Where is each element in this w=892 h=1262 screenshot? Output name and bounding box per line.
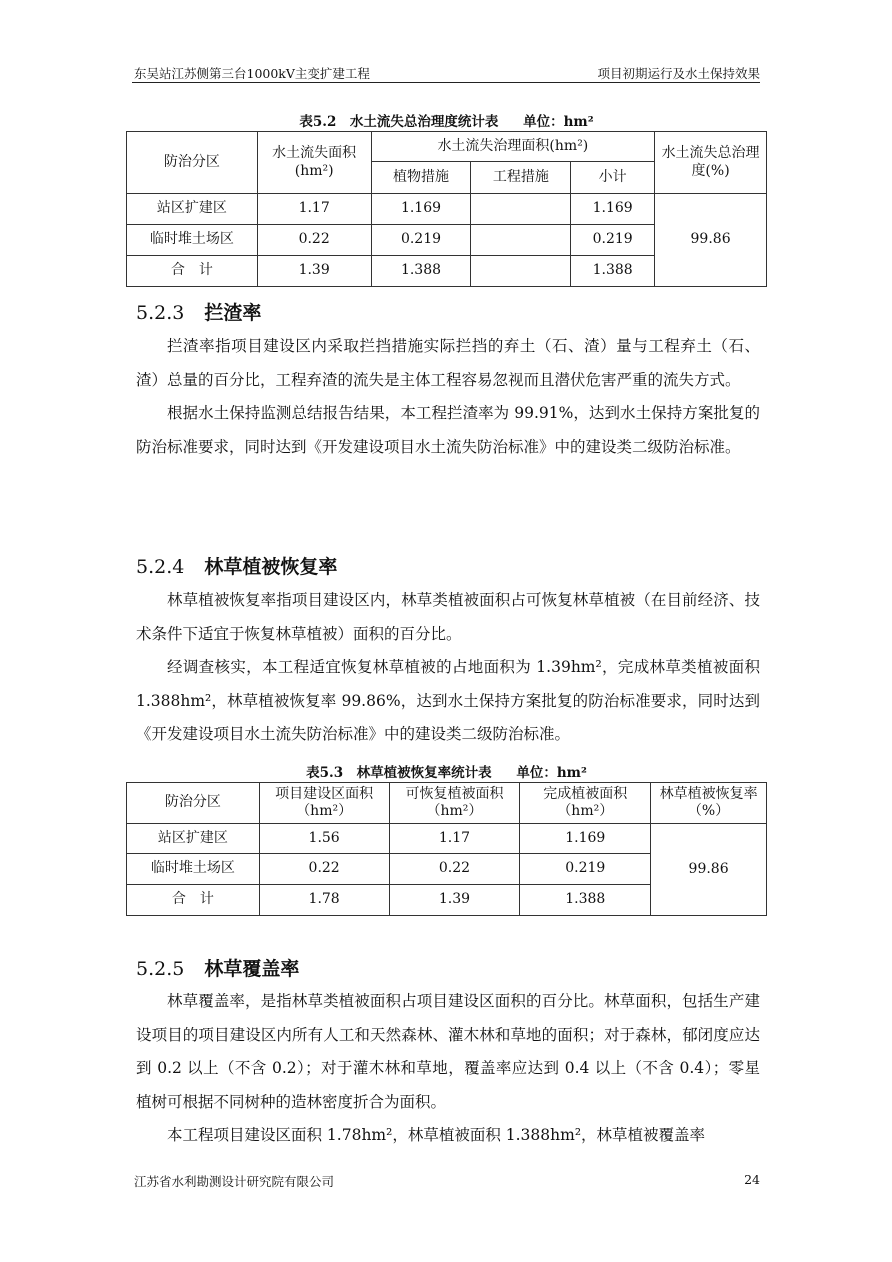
- table-cell: 1.388: [520, 885, 651, 916]
- header-rule: [132, 82, 760, 83]
- section-heading-5-2-3: [136, 298, 261, 325]
- table53-header-proj: 项目建设区面积（hm²）: [259, 783, 389, 824]
- table-cell: 0.22: [389, 854, 520, 885]
- section-5-2-4-body: [136, 584, 760, 752]
- table-cell: 0.22: [259, 854, 389, 885]
- paragraph: 本工程项目建设区面积 1.78hm²，林草植被面积 1.388hm²，林草植被覆盖率: [167, 1126, 706, 1144]
- table52-header-eng: 工程措施: [471, 162, 571, 194]
- table-cell: 1.169: [520, 824, 651, 854]
- table53-header-zone: 防治分区: [127, 783, 260, 824]
- table-cell: 1.78: [259, 885, 389, 916]
- section-title: 林草覆盖率: [204, 958, 300, 980]
- section-heading-5-2-4: [136, 552, 337, 579]
- table-row: [127, 824, 767, 854]
- section-5-2-5-body: [136, 985, 760, 1153]
- table-cell: 站区扩建区: [127, 194, 258, 225]
- header-chapter-title: 项目初期运行及水土保持效果: [597, 66, 760, 81]
- table-cell: 合 计: [127, 256, 258, 287]
- section-number: 5.2.3: [136, 302, 185, 324]
- table-cell: [471, 256, 571, 287]
- table-cell: 0.219: [520, 854, 651, 885]
- table-cell: 临时堆土场区: [127, 225, 258, 256]
- table53-rate-value: 99.86: [651, 824, 767, 916]
- table-cell: 1.39: [257, 256, 371, 287]
- table52: [126, 131, 767, 287]
- table53-unit: 单位：hm²: [516, 765, 587, 781]
- table-cell: 1.169: [371, 194, 471, 225]
- table52-degree-value: 99.86: [655, 194, 767, 287]
- table-cell: 0.219: [371, 225, 471, 256]
- footer-organization: 江苏省水利勘测设计研究院有限公司: [134, 1174, 335, 1189]
- section-heading-5-2-5: [136, 954, 299, 981]
- table53-caption: [126, 761, 767, 781]
- table-cell: 1.39: [389, 885, 520, 916]
- table53-header-done: 完成植被面积（hm²）: [520, 783, 651, 824]
- page-footer: [134, 1172, 760, 1190]
- table52-header-loss-area: 水土流失面积(hm²): [257, 132, 371, 194]
- table53: [126, 782, 767, 916]
- table-cell: [471, 194, 571, 225]
- table-cell: 临时堆土场区: [127, 854, 260, 885]
- table-cell: 1.388: [571, 256, 655, 287]
- table-cell: 1.17: [257, 194, 371, 225]
- paragraph: 林草覆盖率，是指林草类植被面积占项目建设区面积的百分比。林草面积，包括生产建设项目的项目建设区内所有人工和天然森林、灌木林和草地的面积；对于森林，郁闭度应达到 0.2 以上（不含 0.2）；对于灌木林和草地，覆盖率应达到 0.4 以上（不含 0.4）；零星植树可根据不同树种的造林密度折合为面积。: [136, 992, 760, 1111]
- paragraph: 经调查核实，本工程适宜恢复林草植被的占地面积为 1.39hm²，完成林草类植被面积 1.388hm²，林草植被恢复率 99.86%，达到水土保持方案批复的防治标准要求，同时达到《开发建设项目水土流失防治标准》中的建设类二级防治标准。: [136, 658, 760, 743]
- section-5-2-3-body: [136, 330, 760, 464]
- table52-unit: 单位：hm²: [523, 114, 594, 130]
- table52-header-sub: 小计: [571, 162, 655, 194]
- table-cell: 1.169: [571, 194, 655, 225]
- table-cell: 1.17: [389, 824, 520, 854]
- table53-header-recov: 可恢复植被面积（hm²）: [389, 783, 520, 824]
- table52-title: 表5.2 水土流失总治理度统计表: [299, 114, 499, 130]
- table-cell: [471, 225, 571, 256]
- page-number: 24: [744, 1172, 760, 1187]
- table-cell: 0.219: [571, 225, 655, 256]
- section-number: 5.2.4: [136, 556, 185, 578]
- paragraph: 根据水土保持监测总结报告结果，本工程拦渣率为 99.91%，达到水土保持方案批复的防治标准要求，同时达到《开发建设项目水土流失防治标准》中的建设类二级防治标准。: [136, 404, 760, 456]
- table-cell: 1.388: [371, 256, 471, 287]
- header-project-name: 东吴站江苏侧第三台1000kV主变扩建工程: [134, 66, 370, 81]
- table-row: [127, 194, 767, 225]
- table-cell: 0.22: [257, 225, 371, 256]
- paragraph: 拦渣率指项目建设区内采取拦挡措施实际拦挡的弃土（石、渣）量与工程弃土（石、渣）总量的百分比，工程弃渣的流失是主体工程容易忽视而且潜伏危害严重的流失方式。: [136, 337, 760, 389]
- table52-caption: [126, 110, 767, 130]
- table52-header-plant: 植物措施: [371, 162, 471, 194]
- paragraph: 林草植被恢复率指项目建设区内，林草类植被面积占可恢复林草植被（在目前经济、技术条件下适宜于恢复林草植被）面积的百分比。: [136, 591, 760, 643]
- table-cell: 合 计: [127, 885, 260, 916]
- table52-header-degree: 水土流失总治理度(%): [655, 132, 767, 194]
- table52-header-treat: 水土流失治理面积(hm²): [371, 132, 655, 162]
- table52-header-zone: 防治分区: [127, 132, 258, 194]
- table53-title: 表5.3 林草植被恢复率统计表: [306, 765, 492, 781]
- table-cell: 站区扩建区: [127, 824, 260, 854]
- table-cell: 1.56: [259, 824, 389, 854]
- section-number: 5.2.5: [136, 958, 185, 980]
- section-title: 拦渣率: [204, 302, 262, 324]
- section-title: 林草植被恢复率: [204, 556, 338, 578]
- table53-header-rate: 林草植被恢复率（%）: [651, 783, 767, 824]
